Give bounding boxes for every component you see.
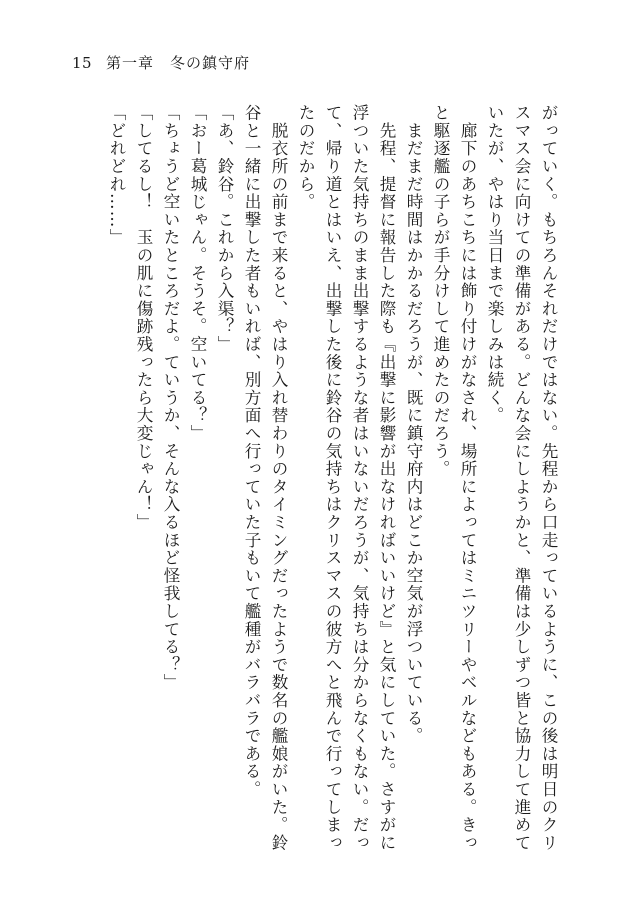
chapter-title: 第一章 冬の鎮守府 [106, 54, 251, 72]
text-line: がっていく。もちろんそれだけではない。先程から口走っているように、この後は明日のクリ [539, 104, 558, 852]
text-line: 脱衣所の前まで来ると、やはり入れ替わりのタイミングだったようで数名の艦娘がいた。鈴 [269, 104, 288, 852]
text-line: と駆逐艦の子らが手分けして進めたのだろう。 [431, 104, 450, 478]
vertical-text-body [76, 104, 562, 852]
dialogue-line: 「してるし！ 玉の肌に傷跡残ったら大変じゃん！」 [134, 104, 153, 532]
text-line: 谷と一緒に出撃した者もいれば、別方面へ行っていた子もいて艦種がバラバラである。 [242, 104, 261, 799]
text-line: いたが、やはり当日まで楽しみは続く。 [485, 104, 504, 425]
running-header [72, 52, 250, 74]
dialogue-line: 「あ、鈴谷。これから入渠？」 [215, 104, 234, 354]
dialogue-line: 「どれどれ……」 [107, 104, 126, 247]
text-line: 浮ついた気持ちのまま出撃するような者はいないだろうが、気持ちは分からなくもない。だっ [350, 104, 369, 852]
text-line: たのだから。 [296, 104, 315, 211]
text-line: て、帰り道とはいえ、出撃した後に鈴谷の気持ちはクリスマスの彼方へと飛んで行ってしまっ [323, 104, 342, 852]
text-line: 先程、提督に報告した際も『出撃に影響が出なければいいけど』と気にしていた。さすがに [377, 104, 396, 852]
text-line: 廊下のあちこちには飾り付けがなされ、場所によってはミニツリーやベルなどもある。きっ [458, 104, 477, 852]
text-line: スマス会に向けての準備がある。どんな会にしようかと、準備は少しずつ皆と協力して進めて [512, 104, 531, 852]
dialogue-line: 「ちょうど空いたところだよ。ていうか、そんな入るほど怪我してる？」 [161, 104, 180, 692]
text-line: まだまだ時間はかかるだろうが、既に鎮守府内はどこか空気が浮ついている。 [404, 104, 423, 745]
page-number: 15 [72, 54, 93, 72]
dialogue-line: 「おー葛城じゃん。そうそ。空いてる？」 [188, 104, 207, 443]
